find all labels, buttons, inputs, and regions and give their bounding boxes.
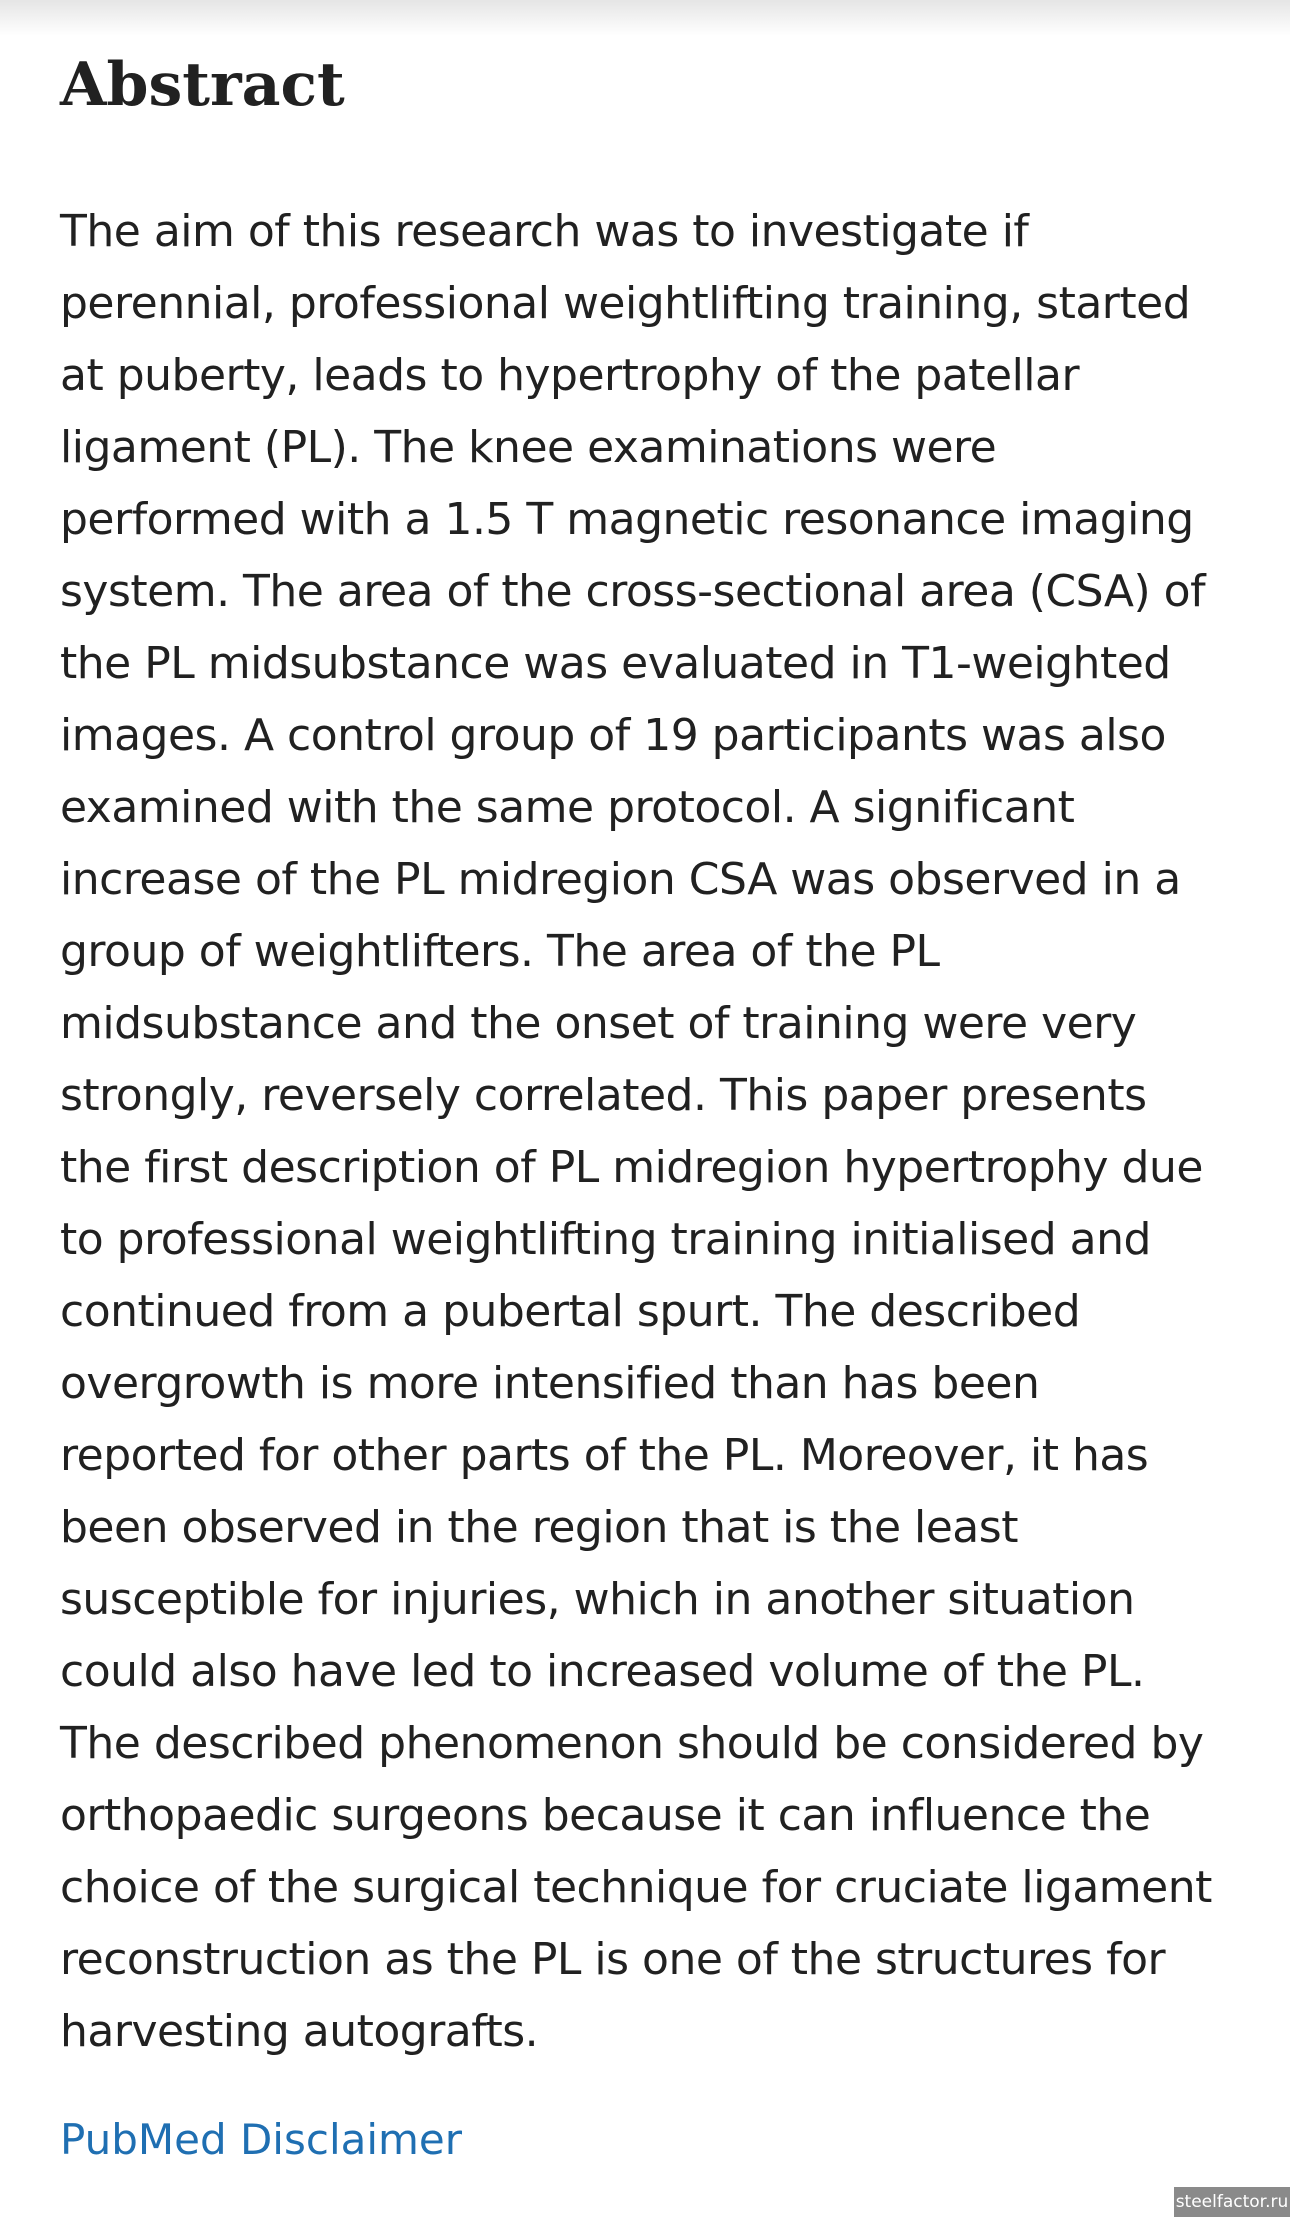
abstract-heading: Abstract bbox=[60, 50, 345, 120]
abstract-line: The described phenomenon should be considered by bbox=[60, 1718, 1204, 1769]
abstract-line: harvesting autografts. bbox=[60, 2006, 539, 2057]
abstract-line: the PL midsubstance was evaluated in T1-weighted bbox=[60, 638, 1171, 689]
abstract-body bbox=[60, 196, 1240, 2068]
abstract-section bbox=[60, 40, 1240, 2068]
abstract-line: midsubstance and the onset of training were very bbox=[60, 998, 1137, 1049]
abstract-line: images. A control group of 19 participants was also bbox=[60, 710, 1166, 761]
watermark: steelfactor.ru bbox=[1174, 2187, 1290, 2217]
abstract-line: the first description of PL midregion hypertrophy due bbox=[60, 1142, 1203, 1193]
abstract-line: system. The area of the cross-sectional area (CSA) of bbox=[60, 566, 1206, 617]
abstract-line: increase of the PL midregion CSA was observed in a bbox=[60, 854, 1181, 905]
abstract-line: could also have led to increased volume of the PL. bbox=[60, 1646, 1145, 1697]
pubmed-disclaimer-link[interactable]: PubMed Disclaimer bbox=[60, 2115, 463, 2164]
abstract-line: choice of the surgical technique for cruciate ligament bbox=[60, 1862, 1212, 1913]
abstract-line: overgrowth is more intensified than has been bbox=[60, 1358, 1040, 1409]
abstract-line: The aim of this research was to investigate if bbox=[60, 206, 1029, 257]
abstract-line: reported for other parts of the PL. Moreover, it has bbox=[60, 1430, 1149, 1481]
abstract-line: performed with a 1.5 T magnetic resonance imaging bbox=[60, 494, 1194, 545]
abstract-line: ligament (PL). The knee examinations were bbox=[60, 422, 997, 473]
abstract-line: reconstruction as the PL is one of the structures for bbox=[60, 1934, 1166, 1985]
abstract-line: been observed in the region that is the least bbox=[60, 1502, 1018, 1553]
abstract-line: at puberty, leads to hypertrophy of the patellar bbox=[60, 350, 1080, 401]
abstract-line: to professional weightlifting training initialised and bbox=[60, 1214, 1151, 1265]
abstract-line: group of weightlifters. The area of the PL bbox=[60, 926, 940, 977]
abstract-line: susceptible for injuries, which in another situation bbox=[60, 1574, 1135, 1625]
abstract-line: strongly, reversely correlated. This paper presents bbox=[60, 1070, 1147, 1121]
abstract-line: perennial, professional weightlifting training, started bbox=[60, 278, 1191, 329]
abstract-line: continued from a pubertal spurt. The described bbox=[60, 1286, 1081, 1337]
top-bar-shadow bbox=[0, 0, 1290, 36]
abstract-line: orthopaedic surgeons because it can influence the bbox=[60, 1790, 1151, 1841]
abstract-line: examined with the same protocol. A significant bbox=[60, 782, 1075, 833]
